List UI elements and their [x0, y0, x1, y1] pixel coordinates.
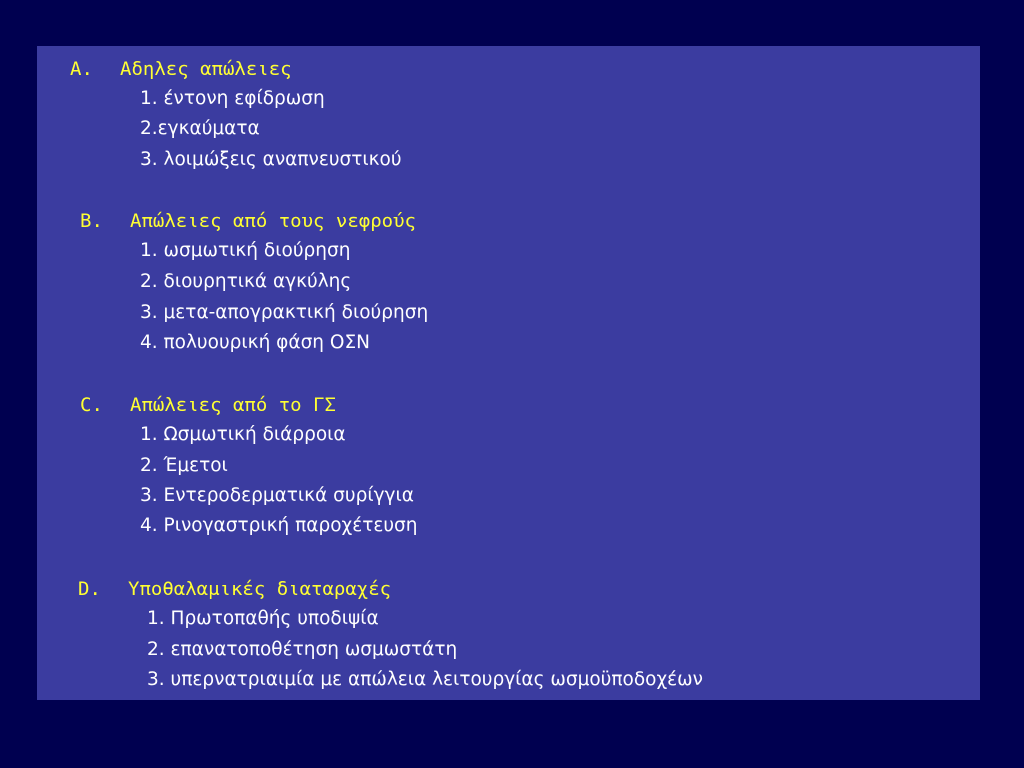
list-item: 1. Ωσμωτική διάρροια — [140, 424, 346, 445]
section-title: Υποθαλαμικές διαταραχές — [128, 578, 392, 600]
section-c-heading — [80, 396, 336, 415]
section-letter: C. — [80, 394, 103, 416]
list-item: 2.εγκαύματα — [140, 118, 260, 139]
section-b-heading — [80, 212, 416, 231]
list-item: 3. Εντεροδερματικά συρίγγια — [140, 485, 414, 506]
section-letter: B. — [80, 210, 103, 232]
list-item: 3. υπερνατριαιμία με απώλεια λειτουργίας ωσμοϋποδοχέων — [147, 669, 703, 690]
section-title: Απώλειες από το ΓΣ — [130, 394, 336, 416]
list-item: 1. έντονη εφίδρωση — [140, 88, 325, 109]
list-item: 4. Ρινογαστρική παροχέτευση — [140, 515, 418, 536]
list-item: 2. επανατοποθέτηση ωσμωστάτη — [147, 639, 458, 660]
section-title: Αδηλες απώλειες — [120, 58, 292, 80]
list-item: 2. διουρητικά αγκύλης — [140, 271, 352, 292]
section-letter: D. — [78, 578, 101, 600]
section-a-heading — [70, 60, 292, 79]
list-item: 3. μετα-απογρακτική διούρηση — [140, 302, 429, 323]
slide-content-panel — [37, 46, 980, 700]
list-item: 1. Πρωτοπαθής υποδιψία — [147, 608, 379, 629]
list-item: 3. λοιμώξεις αναπνευστικού — [140, 149, 402, 170]
section-title: Απώλειες από τους νεφρούς — [130, 210, 416, 232]
list-item: 2. Έμετοι — [140, 455, 228, 476]
list-item: 4. πολυουρική φάση ΟΣΝ — [140, 332, 370, 353]
list-item: 1. ωσμωτική διούρηση — [140, 240, 351, 261]
section-d-heading — [78, 580, 391, 599]
section-letter: A. — [70, 58, 93, 80]
